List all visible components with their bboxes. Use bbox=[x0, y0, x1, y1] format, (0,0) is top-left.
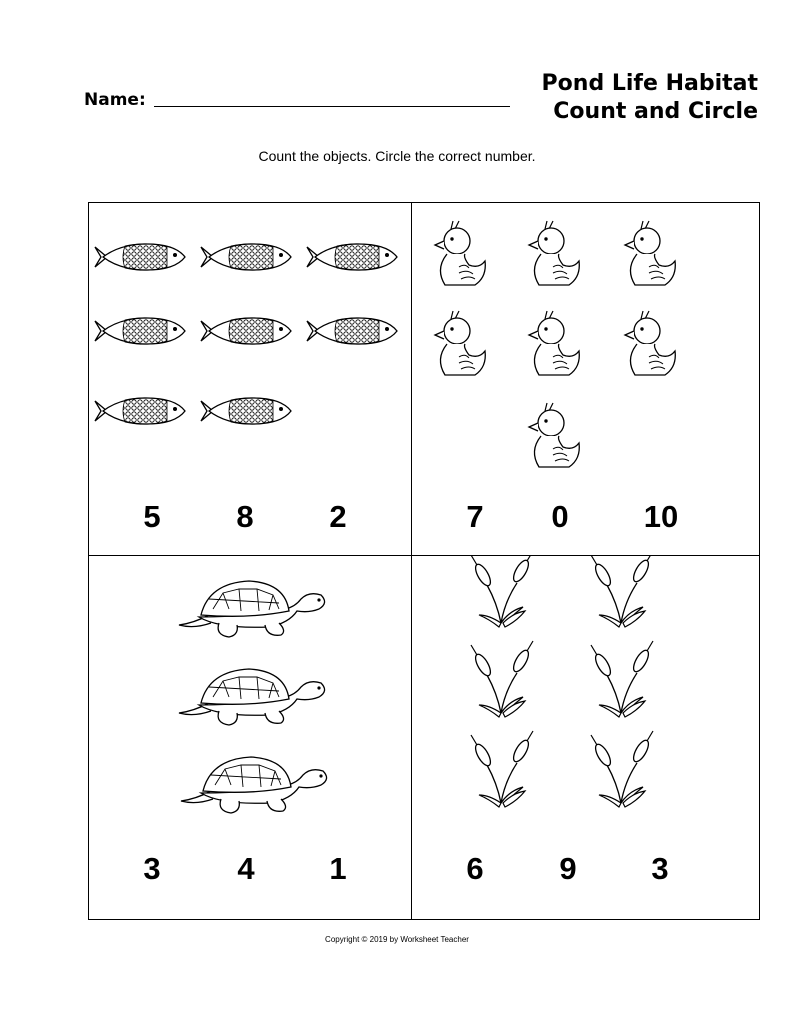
duck-icon bbox=[529, 403, 579, 467]
cattail-icon bbox=[591, 555, 653, 627]
panel-ducks bbox=[411, 203, 733, 555]
panel-fish bbox=[89, 203, 411, 555]
answer-option[interactable]: 3 bbox=[651, 851, 669, 886]
answer-option[interactable]: 7 bbox=[466, 499, 484, 534]
panel-turtles bbox=[89, 555, 411, 907]
fish-icon bbox=[307, 318, 397, 345]
duck-icon bbox=[435, 221, 485, 285]
name-label: Name: bbox=[84, 90, 146, 110]
answer-option[interactable]: 8 bbox=[236, 499, 254, 534]
answer-option[interactable]: 4 bbox=[237, 851, 255, 886]
fish-icon bbox=[201, 318, 291, 345]
cattail-group bbox=[411, 555, 733, 845]
title-line-1: Pond Life Habitat bbox=[541, 71, 758, 96]
answer-option[interactable]: 5 bbox=[143, 499, 161, 534]
answer-option[interactable]: 1 bbox=[329, 851, 347, 886]
fish-icon bbox=[201, 398, 291, 425]
answer-option[interactable]: 6 bbox=[466, 851, 484, 886]
fish-icon bbox=[95, 244, 185, 271]
answer-option[interactable]: 3 bbox=[143, 851, 161, 886]
duck-icon bbox=[529, 311, 579, 375]
cattail-icon bbox=[471, 641, 533, 717]
cattail-icon bbox=[591, 731, 653, 807]
worksheet-grid bbox=[88, 202, 760, 920]
worksheet-title bbox=[498, 70, 758, 126]
fish-icon bbox=[95, 398, 185, 425]
duck-icon bbox=[625, 311, 675, 375]
cattail-icon bbox=[471, 555, 533, 627]
duck-icon bbox=[625, 221, 675, 285]
duck-icon bbox=[529, 221, 579, 285]
turtle-icon bbox=[181, 757, 327, 813]
name-line[interactable] bbox=[154, 106, 510, 107]
cattail-icon bbox=[591, 641, 653, 717]
duck-icon bbox=[435, 311, 485, 375]
answer-option[interactable]: 0 bbox=[551, 499, 569, 534]
duck-group bbox=[411, 203, 733, 493]
instructions: Count the objects. Circle the correct number. bbox=[258, 148, 536, 164]
turtle-icon bbox=[179, 581, 325, 637]
copyright: Copyright © 2019 by Worksheet Teacher bbox=[325, 935, 469, 944]
fish-icon bbox=[307, 244, 397, 271]
turtle-icon bbox=[179, 669, 325, 725]
fish-icon bbox=[95, 318, 185, 345]
cattail-icon bbox=[471, 731, 533, 807]
answer-option[interactable]: 10 bbox=[643, 499, 679, 534]
turtle-group bbox=[89, 555, 411, 845]
fish-group bbox=[89, 203, 411, 493]
title-line-2: Count and Circle bbox=[553, 99, 758, 124]
answer-option[interactable]: 2 bbox=[329, 499, 347, 534]
answer-option[interactable]: 9 bbox=[559, 851, 577, 886]
panel-cattails bbox=[411, 555, 733, 907]
fish-icon bbox=[201, 244, 291, 271]
